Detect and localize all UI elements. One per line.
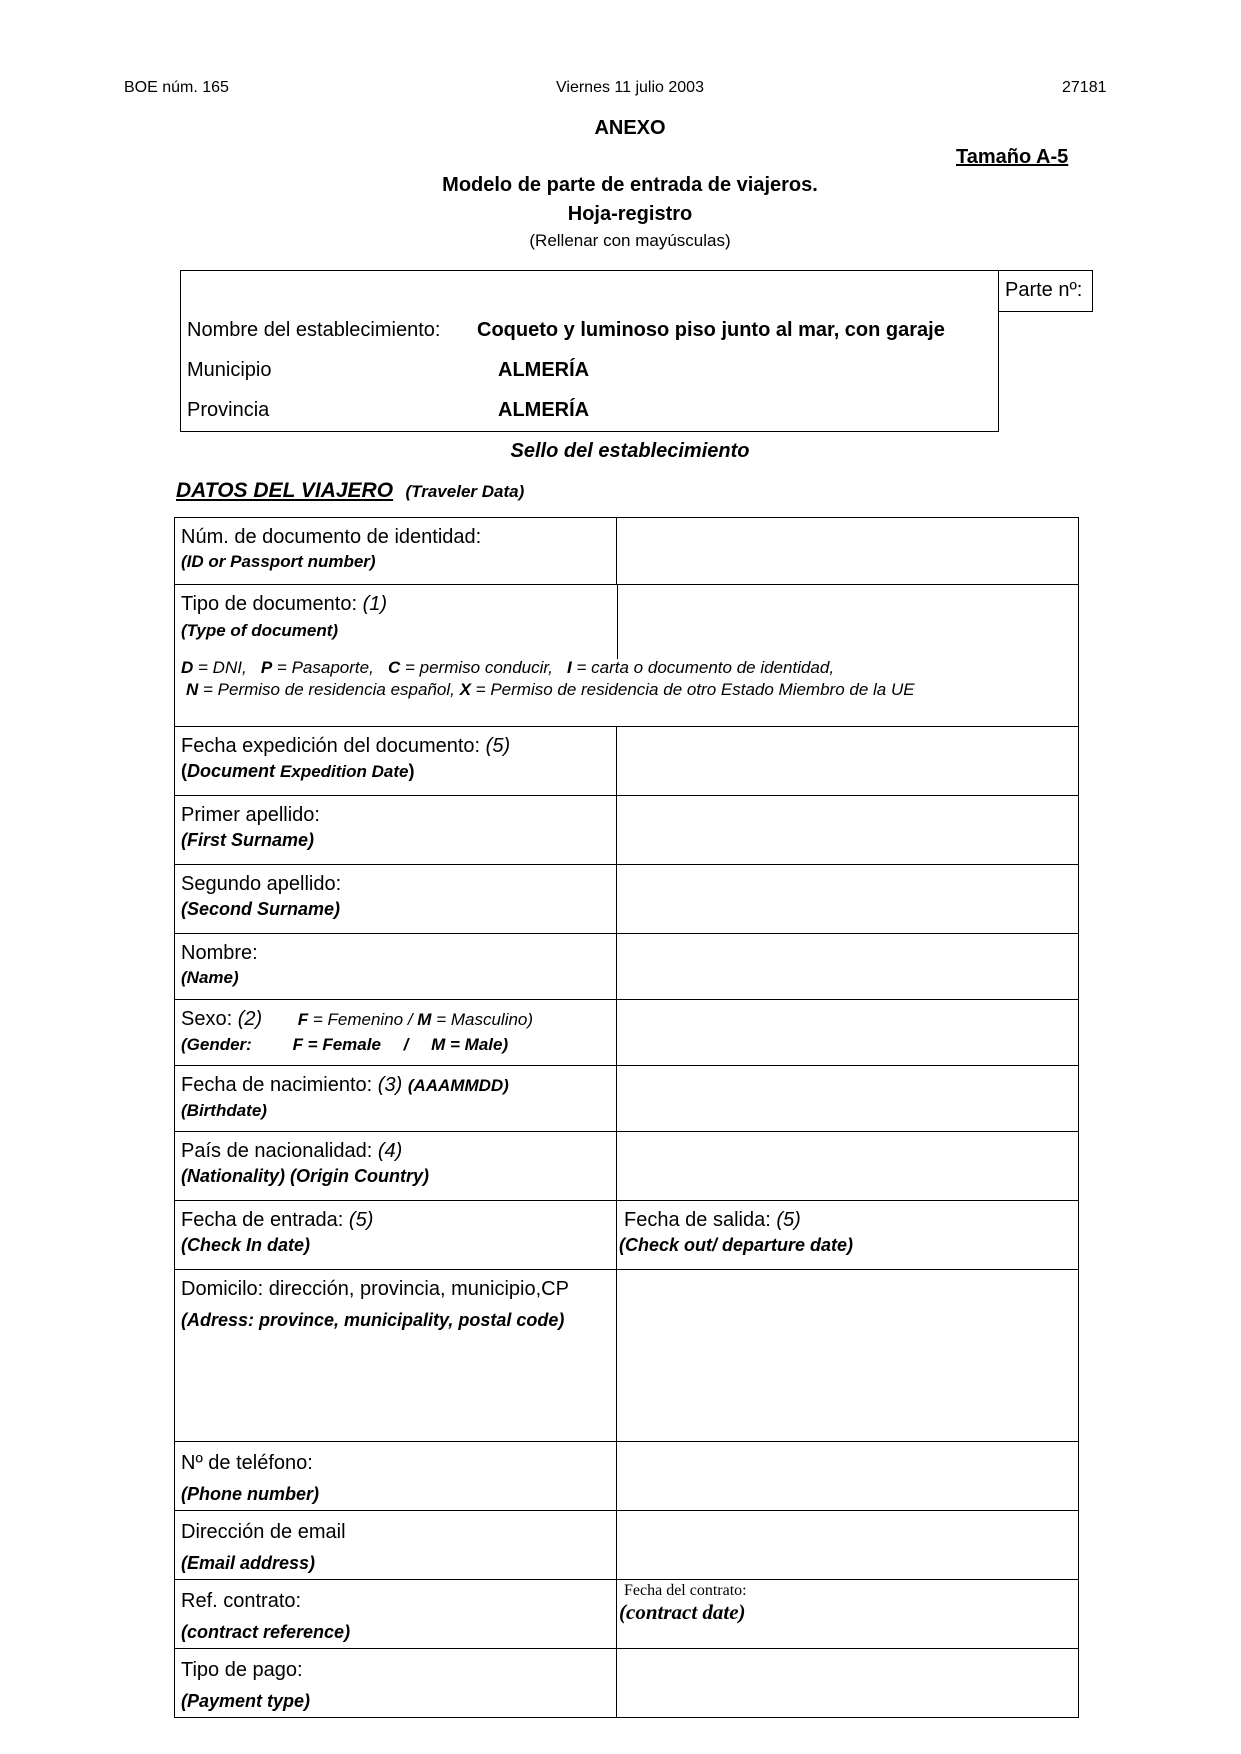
contract-date-field[interactable] [617, 1580, 1079, 1649]
row-doc-expedition [175, 727, 1079, 796]
phone-label-en: (Phone number) [181, 1484, 319, 1504]
payment-label-en: (Payment type) [181, 1691, 311, 1711]
legend-i-key: I [567, 658, 572, 677]
second-surname-label: Segundo apellido: [181, 873, 342, 895]
gender-options-es [298, 1010, 533, 1029]
doc-expedition-ref: (5) [485, 735, 511, 757]
email-label: Dirección de email [181, 1521, 346, 1543]
contract-ref-label: Ref. contrato: [181, 1590, 302, 1612]
legend-p-val: = Pasaporte, [276, 658, 374, 677]
legend-n-val: = Permiso de residencia español, [203, 680, 455, 699]
gender-m-val: = Masculino) [436, 1010, 534, 1029]
traveler-section-title: DATOS DEL VIAJERO [176, 479, 394, 502]
doc-expedition-open: ( [181, 761, 187, 781]
payment-label: Tipo de pago: [181, 1659, 303, 1681]
doc-type-legend-line2 [181, 679, 1072, 701]
row-birthdate [175, 1066, 1079, 1132]
doc-type-legend-line1 [181, 657, 1072, 679]
first-surname-label-en: (First Surname) [181, 830, 315, 850]
birthdate-label-text: Fecha de nacimiento: [181, 1074, 373, 1096]
size-label: Tamaño A-5 [956, 146, 1069, 168]
first-surname-field[interactable] [617, 796, 1079, 865]
boe-issue: BOE núm. 165 [124, 79, 229, 96]
first-surname-label: Primer apellido: [181, 804, 320, 826]
gender-f-key: F [297, 1010, 309, 1029]
gender-f-val: = Femenino / [312, 1010, 413, 1029]
phone-field[interactable] [617, 1442, 1079, 1511]
publication-date: Viernes 11 julio 2003 [556, 79, 704, 96]
gender-label-en [181, 1033, 610, 1057]
birthdate-ref: (3) [377, 1074, 403, 1096]
birthdate-format: (AAAMMDD) [407, 1076, 509, 1095]
birthdate-label [181, 1072, 610, 1099]
name-label: Nombre: [181, 942, 258, 964]
establishment-name-value: Coqueto y luminoso piso junto al mar, con garaje [477, 319, 945, 341]
doc-expedition-field[interactable] [617, 727, 1079, 796]
gender-label [181, 1006, 610, 1033]
check-out-label-text: Fecha de salida: [624, 1209, 771, 1231]
legend-c-key: C [387, 658, 401, 677]
doc-type-field[interactable] [617, 585, 1079, 659]
second-surname-label-en: (Second Surname) [181, 899, 341, 919]
form-instruction: (Rellenar con mayúsculas) [529, 231, 731, 250]
row-nationality [175, 1132, 1079, 1201]
second-surname-field[interactable] [617, 865, 1079, 934]
doc-expedition-label [181, 733, 610, 759]
check-in-label-en: (Check In date) [181, 1235, 311, 1255]
id-number-label: Núm. de documento de identidad: [181, 526, 482, 548]
address-field[interactable] [617, 1270, 1079, 1442]
legend-d-val: = DNI, [198, 658, 247, 677]
gender-field[interactable] [617, 1000, 1079, 1066]
row-phone [175, 1442, 1079, 1511]
contract-date-label: Fecha del contrato: [624, 1582, 747, 1599]
legend-x-val: = Permiso de residencia de otro Estado Miembro de la UE [475, 680, 915, 699]
id-number-field[interactable] [617, 518, 1079, 585]
doc-expedition-label-en [181, 759, 610, 784]
legend-n-key: N [186, 680, 199, 699]
nationality-field[interactable] [617, 1132, 1079, 1201]
legend-p-key: P [260, 658, 273, 677]
parte-label: Parte nº: [1005, 279, 1083, 301]
doc-expedition-en-b: Expedition Date [280, 762, 409, 781]
doc-type-label-text: Tipo de documento: [181, 593, 358, 615]
row-first-surname [175, 796, 1079, 865]
address-label-en: (Adress: province, municipality, postal code) [181, 1310, 565, 1330]
address-label: Domicilo: dirección, provincia, municipio,CP [181, 1278, 569, 1300]
form-title: Modelo de parte de entrada de viajeros. [442, 174, 818, 196]
doc-type-label-en: (Type of document) [181, 621, 339, 640]
traveler-section-heading [176, 479, 524, 503]
province-value: ALMERÍA [498, 399, 590, 421]
doc-type-ref: (1) [362, 593, 388, 615]
doc-expedition-en-a: Document [187, 761, 276, 781]
row-contract [175, 1580, 1079, 1649]
contract-ref-label-en: (contract reference) [181, 1622, 351, 1642]
gender-en-female: F = Female [292, 1035, 381, 1054]
name-label-en: (Name) [181, 968, 239, 987]
annex-title: ANEXO [594, 117, 666, 139]
nationality-label [181, 1138, 610, 1164]
row-gender [175, 1000, 1079, 1066]
doc-expedition-label-text: Fecha expedición del documento: [181, 735, 481, 757]
gender-label-text: Sexo: [181, 1008, 233, 1030]
gender-en-male: M = Male) [431, 1035, 509, 1054]
row-email [175, 1511, 1079, 1580]
parte-number-box [999, 270, 1093, 312]
legend-x-key: X [459, 680, 471, 699]
form-subtitle: Hoja-registro [567, 203, 693, 225]
province-label: Provincia [187, 399, 270, 421]
municipality-value: ALMERÍA [498, 359, 590, 381]
establishment-name-label: Nombre del establecimiento: [187, 319, 441, 341]
nationality-label-text: País de nacionalidad: [181, 1140, 373, 1162]
nationality-label-en: (Nationality) (Origin Country) [181, 1166, 429, 1186]
contract-ref-field[interactable] [175, 1580, 617, 1649]
check-in-label [181, 1207, 610, 1233]
check-out-label-en: (Check out/ departure date) [619, 1235, 854, 1255]
legend-d-key: D [181, 658, 194, 677]
email-label-en: (Email address) [181, 1553, 316, 1573]
establishment-box [180, 270, 999, 432]
check-in-ref: (5) [348, 1209, 374, 1231]
row-address [175, 1270, 1079, 1442]
municipality-label: Municipio [187, 359, 272, 381]
gender-ref: (2) [237, 1008, 263, 1030]
email-field[interactable] [617, 1511, 1079, 1580]
check-out-label [619, 1207, 1072, 1233]
contract-date-label-en: (contract date) [619, 1600, 746, 1624]
row-dates [175, 1201, 1079, 1270]
id-number-label-en: (ID or Passport number) [181, 552, 376, 571]
birthdate-label-en: (Birthdate) [181, 1101, 267, 1120]
row-second-surname [175, 865, 1079, 934]
page-number: 27181 [1062, 79, 1107, 96]
legend-c-val: = permiso conducir, [404, 658, 553, 677]
row-payment [175, 1649, 1079, 1718]
row-doc-type [175, 585, 1079, 727]
check-out-ref: (5) [776, 1209, 801, 1231]
check-in-field[interactable] [175, 1201, 617, 1270]
gender-m-key: M [417, 1010, 432, 1029]
check-in-label-text: Fecha de entrada: [181, 1209, 344, 1231]
name-field[interactable] [617, 934, 1079, 1000]
payment-field[interactable] [617, 1649, 1079, 1718]
check-out-field[interactable] [617, 1201, 1079, 1270]
seal-label: Sello del establecimiento [510, 440, 750, 462]
traveler-section-subtitle: (Traveler Data) [405, 482, 525, 501]
legend-i-val: = carta o documento de identidad, [576, 658, 835, 677]
nationality-ref: (4) [377, 1140, 403, 1162]
phone-label: Nº de teléfono: [181, 1452, 313, 1474]
gender-en-sep: / [403, 1035, 409, 1054]
row-id-number [175, 518, 1079, 585]
gender-en-open: (Gender: [181, 1035, 252, 1054]
row-name [175, 934, 1079, 1000]
traveler-data-table [174, 517, 1079, 1718]
doc-expedition-close: ) [408, 761, 415, 781]
birthdate-field[interactable] [617, 1066, 1079, 1132]
